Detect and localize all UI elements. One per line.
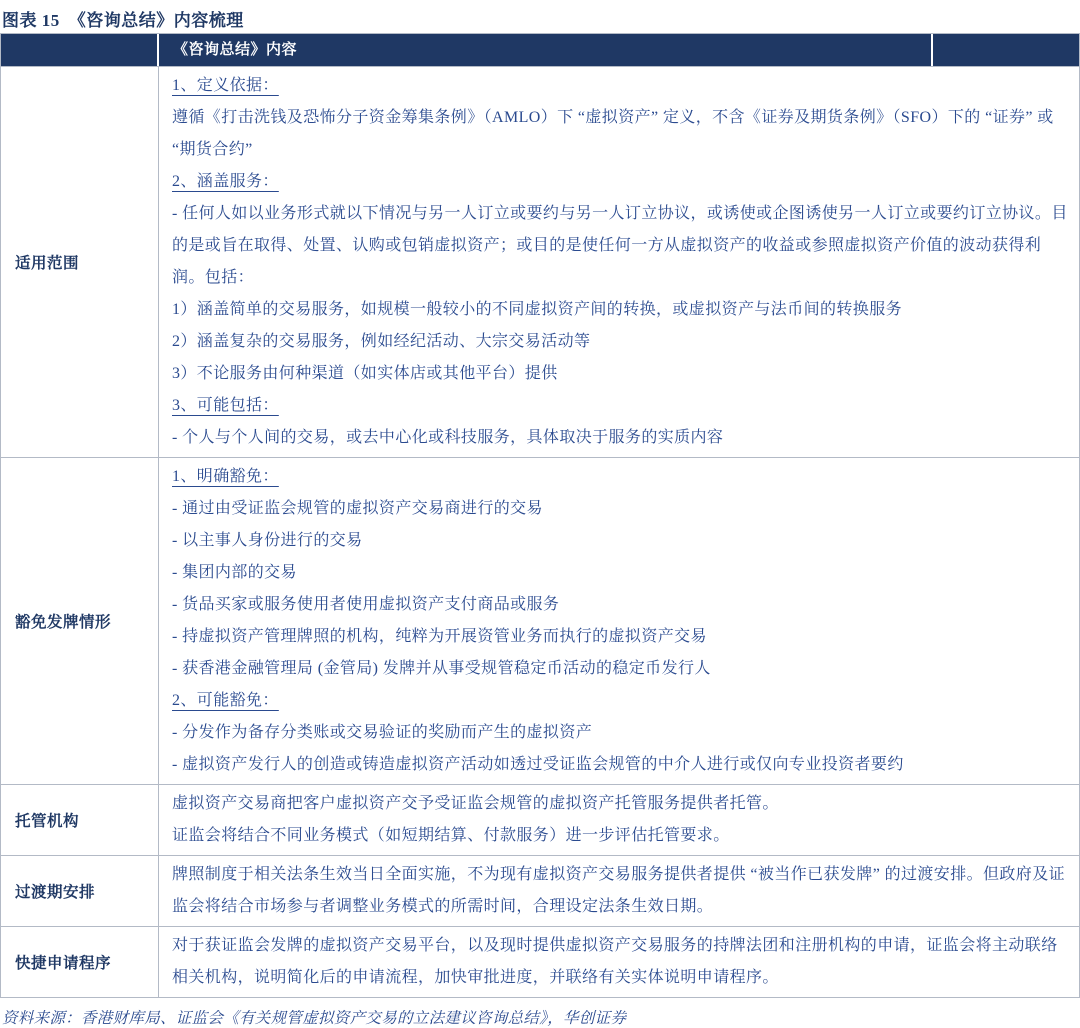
section-heading: 2、可能豁免：	[172, 692, 279, 709]
content-line: 牌照制度于相关法条生效当日全面实施，不为现有虚拟资产交易服务提供者提供 “被当作已获发牌” 的过渡安排。但政府及证监会将结合市场参与者调整业务模式的所需时间，合理设定法条生效日期。	[172, 866, 1066, 915]
content-line: 3）不论服务由何种渠道（如实体店或其他平台）提供	[172, 365, 558, 382]
table-row-exemptions	[1, 457, 1079, 784]
section-heading: 3、可能包括：	[172, 397, 279, 414]
header-label-cell-blank	[1, 34, 159, 66]
row-label-custody: 托管机构	[1, 785, 159, 855]
row-content-fast-track	[159, 927, 1079, 997]
table-row-fast-track	[1, 926, 1079, 997]
section-heading: 1、定义依据：	[172, 77, 279, 94]
content-line: - 集团内部的交易	[172, 564, 297, 581]
row-label-scope: 适用范围	[1, 67, 159, 457]
content-line: - 分发作为备存分类账或交易验证的奖励而产生的虚拟资产	[172, 724, 593, 741]
content-line: 2）涵盖复杂的交易服务，例如经纪活动、大宗交易活动等	[172, 333, 591, 350]
row-label-transition: 过渡期安排	[1, 856, 159, 926]
row-label-exemptions: 豁免发牌情形	[1, 458, 159, 784]
content-line: 证监会将结合不同业务模式（如短期结算、付款服务）进一步评估托管要求。	[172, 827, 730, 844]
table-row-transition	[1, 855, 1079, 926]
content-line: - 个人与个人间的交易，或去中心化或科技服务，具体取决于服务的实质内容	[172, 429, 724, 446]
content-line: 遵循《打击洗钱及恐怖分子资金筹集条例》（AMLO）下 “虚拟资产” 定义，不含《证券及期货条例》（SFO）下的 “证券” 或 “期货合约”	[172, 109, 1054, 158]
header-content-cell: 《咨询总结》内容	[173, 42, 298, 58]
table-header-row	[1, 34, 1079, 66]
row-content-exemptions	[159, 458, 1079, 784]
consultation-summary-table	[0, 33, 1080, 998]
table-row-scope	[1, 66, 1079, 457]
section-heading: 2、涵盖服务：	[172, 173, 279, 190]
content-line: - 虚拟资产发行人的创造或铸造虚拟资产活动如透过受证监会规管的中介人进行或仅向专业投资者要约	[172, 756, 904, 773]
header-extra-cell-blank	[931, 34, 1079, 66]
row-label-fast-track: 快捷申请程序	[1, 927, 159, 997]
row-content-transition	[159, 856, 1079, 926]
content-line: - 货品买家或服务使用者使用虚拟资产支付商品或服务	[172, 596, 560, 613]
table-row-custody	[1, 784, 1079, 855]
content-line: 对于获证监会发牌的虚拟资产交易平台，以及现时提供虚拟资产交易服务的持牌法团和注册机构的申请，证监会将主动联络相关机构，说明简化后的申请流程，加快审批进度，并联络有关实体说明申请程序。	[172, 937, 1058, 986]
content-line: - 通过由受证监会规管的虚拟资产交易商进行的交易	[172, 500, 543, 517]
content-line: - 任何人如以业务形式就以下情况与另一人订立或要约与另一人订立协议，或诱使或企图诱使另一人订立或要约订立协议。目的是或旨在取得、处置、认购或包销虚拟资产；或目的是使任何一方从虚拟资产的收益或参照虚拟资产价值的波动获得利润。包括：	[172, 205, 1068, 286]
content-line: - 获香港金融管理局 (金管局) 发牌并从事受规管稳定币活动的稳定币发行人	[172, 660, 711, 677]
data-source-note: 资料来源：香港财库局、证监会《有关规管虚拟资产交易的立法建议咨询总结》，华创证券	[2, 1010, 627, 1027]
content-line: - 以主事人身份进行的交易	[172, 532, 363, 549]
row-content-custody	[159, 785, 1079, 855]
content-line: - 持虚拟资产管理牌照的机构，纯粹为开展资管业务而执行的虚拟资产交易	[172, 628, 707, 645]
content-line: 1）涵盖简单的交易服务，如规模一般较小的不同虚拟资产间的转换，或虚拟资产与法币间的转换服务	[172, 301, 903, 318]
figure-title: 图表 15 《咨询总结》内容梳理	[2, 11, 244, 30]
row-content-scope	[159, 67, 1079, 457]
content-line: 虚拟资产交易商把客户虚拟资产交予受证监会规管的虚拟资产托管服务提供者托管。	[172, 795, 779, 812]
section-heading: 1、明确豁免：	[172, 468, 279, 485]
